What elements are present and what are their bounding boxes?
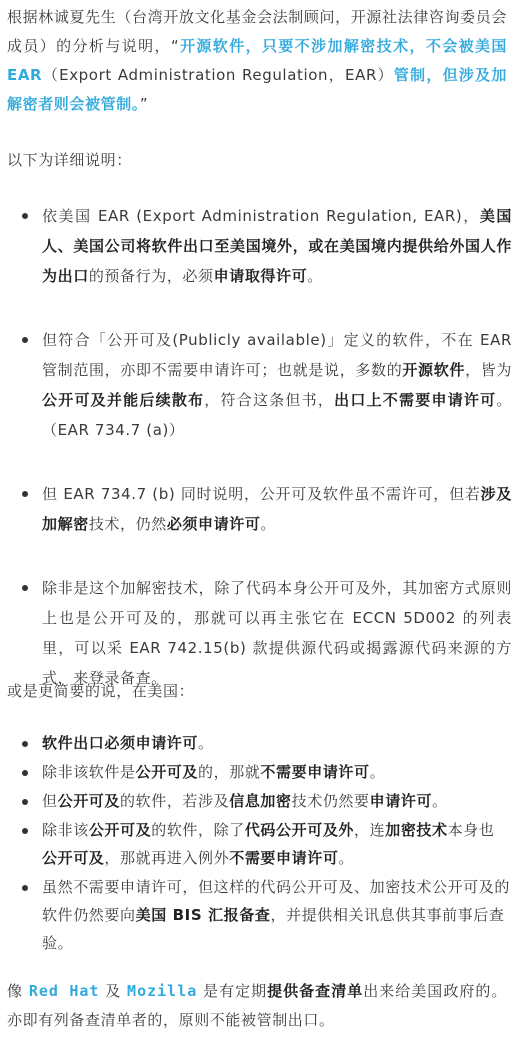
item-text: 的预备行为，必须: [88, 267, 214, 285]
detail-list: [0, 201, 512, 727]
red-hat-highlight: Red Hat: [28, 982, 100, 1000]
item-bold: 申请取得许可: [213, 267, 308, 285]
item-bold: 不需要申请许可: [229, 849, 339, 867]
bullet-dot: [22, 491, 28, 497]
item-bold: 涉及加解密: [42, 485, 513, 533]
closing-text: 出来给美国政府的。亦即有列备查清单者的，原则不能被管制出口。: [7, 982, 507, 1029]
item-text: 本身也: [447, 821, 495, 839]
intro-highlight-1: 开源软件，只要不涉加解密技术，不会被美国 EAR: [7, 37, 507, 84]
closing-paragraph: [7, 977, 507, 1035]
item-bold: 公开可及: [57, 792, 121, 810]
item-text: ，并提供相关讯息供其事前事后查验。: [42, 906, 505, 952]
item-bold: 出口上不需要申请许可: [334, 391, 497, 409]
item-bold: 开源软件: [402, 361, 466, 379]
list-item: [0, 729, 510, 757]
item-bold: 美国人、美国公司将软件出口至美国境外，或在美国境内提供给外国人作为出口: [42, 207, 512, 285]
closing-text: 及: [99, 982, 128, 1000]
mozilla-highlight: Mozilla: [127, 982, 198, 1000]
bullet-dot: [22, 337, 28, 343]
list-item: [0, 787, 510, 815]
list-item: [0, 201, 512, 291]
item-bold: 不需要申请许可: [260, 763, 370, 781]
item-bold: 信息加密: [229, 792, 292, 810]
bullet-dot: [22, 585, 28, 591]
bullet-dot: [22, 213, 28, 219]
closing-bold: 提供备查清单: [267, 982, 364, 1000]
item-bold: 软件出口必须申请许可: [42, 734, 199, 752]
summary-list: [0, 729, 510, 958]
bullet-dot: [22, 770, 28, 776]
intro-suffix: ”: [139, 95, 149, 113]
summary-heading: 或是更简要的说，在美国：: [7, 682, 195, 700]
closing-text: 是有定期: [197, 982, 268, 1000]
intro-middle: （Export Administration Regulation，EAR）: [42, 66, 394, 84]
item-text: 。: [260, 515, 277, 533]
list-item: [0, 758, 510, 786]
intro-paragraph: [7, 3, 507, 119]
item-text: ，那就再进入例外: [104, 849, 230, 867]
item-text: 。: [369, 763, 386, 781]
item-bold: 代码公开可及外: [244, 821, 355, 839]
item-bold: 加密技术: [385, 821, 448, 839]
item-text: 除非是这个加解密技术，除了代码本身公开可及外，其加密方式原则上也是公开可及的，那就可以再主张它在 ECCN 5D002 的列表里，可以采 EAR 742.15(b) 款提供源代码或揭露源代码来源的方式，来登录备查。: [42, 579, 512, 687]
list-item: [0, 325, 512, 445]
item-text: 技术仍然要: [291, 792, 370, 810]
item-bold: 公开可及: [42, 849, 105, 867]
item-text: 除非该: [42, 821, 89, 839]
list-item: [0, 479, 512, 539]
item-text: 。: [307, 267, 323, 285]
item-bold: 公开可及: [88, 821, 152, 839]
item-text: 。: [338, 849, 355, 867]
bullet-dot: [22, 828, 28, 834]
item-text: 技术，仍然: [88, 515, 167, 533]
item-text: 。（EAR 734.7 (a)）: [42, 391, 512, 439]
item-text: 除非该软件是: [42, 763, 136, 781]
item-text: 虽然不需要申请许可，但这样的代码公开可及、加密技术公开可及的软件仍然要向: [42, 878, 511, 924]
item-bold: 必须申请许可: [166, 515, 261, 533]
item-text: 的，那就: [198, 763, 261, 781]
item-text: ，符合这条但书，: [204, 391, 335, 409]
item-text: 但 EAR 734.7 (b) 同时说明，公开可及软件虽不需许可，但若: [42, 485, 481, 503]
bullet-dot: [22, 741, 28, 747]
list-item: [0, 816, 510, 872]
bullet-dot: [22, 885, 28, 891]
detail-heading: 以下为详细说明：: [7, 151, 132, 169]
list-item: [0, 873, 510, 957]
item-bold: 公开可及: [135, 763, 199, 781]
list-item: [0, 573, 512, 693]
item-text: 的软件，若涉及: [120, 792, 230, 810]
intro-highlight-2: 管制，但涉及加解密者则会被管制。: [7, 66, 507, 113]
item-bold: 申请许可: [369, 792, 433, 810]
closing-text: 像: [7, 982, 29, 1000]
item-text: 依美国 EAR (Export Administration Regulation, EAR)，: [42, 207, 480, 225]
item-text: ，皆为: [465, 361, 512, 379]
item-text: 的软件，除了: [151, 821, 245, 839]
item-text: 但: [42, 792, 58, 810]
item-text: ，连: [354, 821, 386, 839]
item-text: 。: [432, 792, 448, 810]
item-bold: 公开可及并能后续散布: [42, 391, 205, 409]
bullet-dot: [22, 799, 28, 805]
intro-prefix: 根据林诚夏先生（台湾开放文化基金会法制顾问，开源社法律咨询委员会成员）的分析与说明，“: [7, 8, 507, 55]
item-bold: 美国 BIS 汇报备查: [135, 906, 271, 924]
item-text: 。: [198, 734, 214, 752]
item-text: 但符合「公开可及(Publicly available)」定义的软件，不在 EAR 管制范围，亦即不需要申请许可；也就是说，多数的: [42, 331, 512, 379]
